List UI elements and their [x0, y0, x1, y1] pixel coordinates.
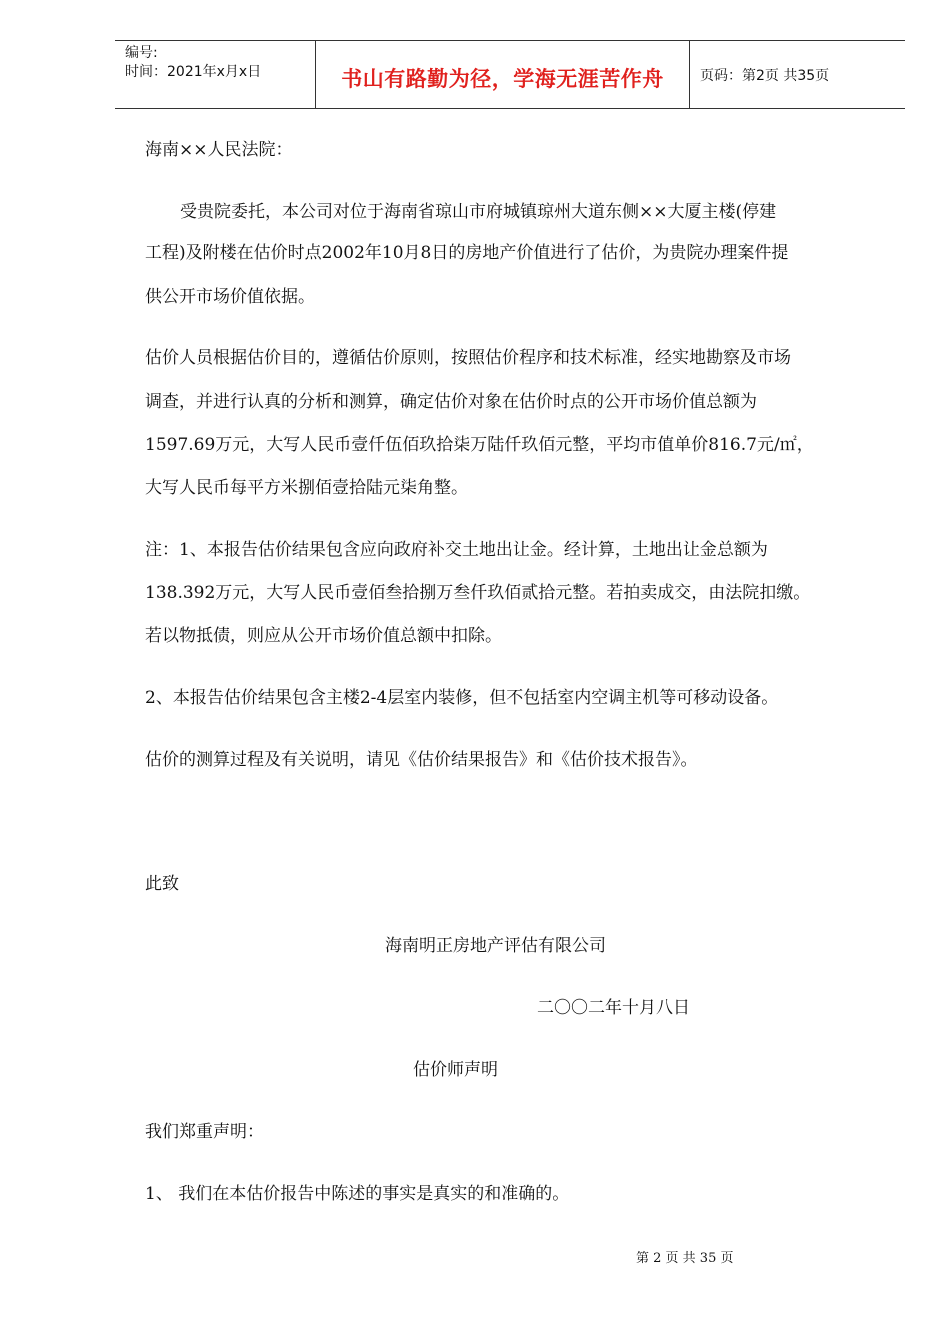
report-date: 二〇〇二年十月八日 [537, 998, 690, 1018]
closing-salutation: 此致 [145, 874, 179, 894]
document-number-label: 编号: [125, 45, 158, 61]
note1-line3: 若以物抵债，则应从公开市场价值总额中扣除。 [145, 626, 502, 646]
header-page-info: 页码：第2页 共35页 [700, 68, 830, 84]
page-header [115, 40, 905, 109]
note2: 2、本报告估价结果包含主楼2-4层室内装修，但不包括室内空调主机等可移动设备。 [145, 688, 779, 708]
addressee: 海南××人民法院： [145, 140, 293, 160]
note1-line1: 注：1、本报告估价结果包含应向政府补交土地出让金。经计算，土地出让金总额为 [145, 540, 768, 560]
para1-line1: 受贵院委托，本公司对位于海南省琼山市府城镇琼州大道东侧××大厦主楼(停建 [180, 202, 777, 222]
document-time-label: 时间：2021年x月x日 [125, 64, 262, 80]
page-footer: 第 2 页 共 35 页 [636, 1251, 734, 1266]
para2-line2: 调查，并进行认真的分析和测算，确定估价对象在估价时点的公开市场价值总额为 [145, 392, 757, 412]
para1-line3: 供公开市场价值依据。 [145, 287, 315, 307]
header-page-cell [690, 41, 905, 108]
header-motto-cell [316, 41, 690, 108]
para2-line4: 大写人民币每平方米捌佰壹拾陆元柒角整。 [145, 478, 468, 498]
declaration-item-1: 1、 我们在本估价报告中陈述的事实是真实的和准确的。 [145, 1184, 570, 1204]
note1-line2: 138.392万元，大写人民币壹佰叁拾捌万叁仟玖佰贰拾元整。若拍卖成交，由法院扣缴。 [145, 583, 811, 603]
header-meta-cell [115, 41, 316, 108]
section-title: 估价师声明 [413, 1060, 498, 1080]
para2-line3: 1597.69万元，大写人民币壹仟伍佰玖拾柒万陆仟玖佰元整，平均市值单价816.7元/㎡， [145, 435, 814, 455]
header-motto: 书山有路勤为径，学海无涯苦作舟 [341, 67, 664, 91]
reference-line: 估价的测算过程及有关说明，请见《估价结果报告》和《估价技术报告》。 [145, 750, 698, 770]
para1-line2: 工程)及附楼在估价时点2002年10月8日的房地产价值进行了估价，为贵院办理案件提 [145, 243, 789, 263]
declaration-intro: 我们郑重声明： [145, 1122, 264, 1142]
para2-line1: 估价人员根据估价目的，遵循估价原则，按照估价程序和技术标准，经实地勘察及市场 [145, 348, 791, 368]
company-name: 海南明正房地产评估有限公司 [385, 936, 606, 956]
